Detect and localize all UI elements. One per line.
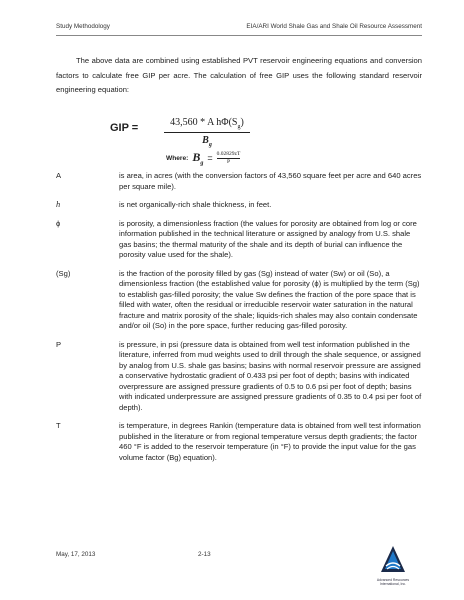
definition-term: T bbox=[56, 421, 61, 430]
fraction-bar bbox=[164, 132, 250, 133]
definition-term: ϕ bbox=[56, 218, 61, 228]
gip-numerator: 43,560 * A $h\Phi(S_g)$ bbox=[170, 117, 244, 130]
footer-page-number: 2-13 bbox=[198, 551, 211, 558]
logo-text-line1: Advanced Resources bbox=[376, 578, 410, 582]
definition-row bbox=[56, 269, 422, 332]
definition-text: is porosity, a dimensionless fraction (the values for porosity are obtained from log or core information published in the technical literature or assigned by analogy from U.S. shale gas basins; the thermal maturity of the shale and its depth of burial can influence the porosity value used for the shale). bbox=[119, 218, 417, 259]
definition-row bbox=[56, 171, 422, 192]
page-header bbox=[56, 23, 422, 35]
definition-text: is area, in acres (with the conversion factors of 43,560 square feet per acre and 640 acres per square mile). bbox=[119, 171, 422, 191]
definition-row bbox=[56, 421, 422, 463]
header-left: Study Methodology bbox=[56, 23, 110, 30]
gip-denominator: $B_g$ bbox=[202, 135, 212, 148]
definition-term: A bbox=[56, 171, 62, 180]
definition-text: is net organically-rich shale thickness, in feet. bbox=[119, 200, 272, 209]
logo-text-line2: International, Inc. bbox=[379, 582, 406, 586]
footer-date: May, 17, 2013 bbox=[56, 551, 96, 558]
bg-equation bbox=[166, 150, 240, 166]
company-logo bbox=[369, 545, 417, 586]
definition-text: is the fraction of the porosity filled by gas (Sg) instead of water (Sw) or oil (So), a dimensionless fraction (the established value for porosity (ϕ) is multiplied by the term (Sg) to establish gas-filled porosity; the value Sw defines the fraction of the pore space that is filled with water, often the residual or irreducible reservoir water saturation in the natural fracture and matrix porosity of the shale; liquids-rich shales may also contain condensate and/or oil (So) in the pore space, further reducing gas-filled porosity. bbox=[119, 268, 420, 330]
bg-numerator: 0.02829zT bbox=[216, 150, 241, 157]
header-right: EIA/ARI World Shale Gas and Shale Oil Resource Assessment bbox=[246, 23, 422, 30]
definition-row bbox=[56, 219, 422, 261]
intro-paragraph: The above data are combined using established PVT reservoir engineering equations and conversion factors to calculate free GIP per acre. The calculation of free GIP uses the following standard reservoir engineering equation: bbox=[56, 56, 422, 95]
gip-fraction bbox=[164, 117, 250, 148]
gip-label: GIP = bbox=[110, 122, 139, 134]
bg-fraction bbox=[217, 151, 241, 166]
definition-text: is pressure, in psi (pressure data is obtained from well test information published in the literature, inferred from mud weights used to drill through the shale sequence, or assigned by analog from U.S. shale gas basins; basins with normal reservoir pressure are assigned a conservative hydrostatic gradient of 0.433 psi per foot of depth; basins with indicated overpressure are assigned pressure gradients of 0.5 to 0.6 psi per foot of depth; basins with indicated underpressure are assigned pressure gradients of 0.35 to 0.4 psi per foot of depth). bbox=[119, 339, 422, 412]
definitions-list bbox=[56, 171, 422, 471]
definition-text: is temperature, in degrees Rankin (temperature data is obtained from well test information published in the literature or from regional temperature versus depth gradients; the factor 460 °F is added to the reservoir temperature (in °F) to provide the input value for the gas volume factor (Bg) equation). bbox=[119, 421, 421, 462]
definition-term: (Sg) bbox=[56, 268, 71, 278]
definition-row bbox=[56, 200, 422, 211]
where-label: Where: bbox=[166, 154, 189, 162]
header-rule bbox=[56, 35, 422, 36]
bg-equals: = bbox=[207, 153, 213, 164]
definition-term: P bbox=[56, 339, 62, 349]
bg-denominator: P bbox=[217, 158, 241, 166]
definition-row bbox=[56, 340, 422, 414]
definition-term: h bbox=[56, 200, 61, 209]
logo-mark-icon bbox=[380, 545, 406, 573]
bg-symbol: $B_g$ bbox=[192, 150, 204, 167]
